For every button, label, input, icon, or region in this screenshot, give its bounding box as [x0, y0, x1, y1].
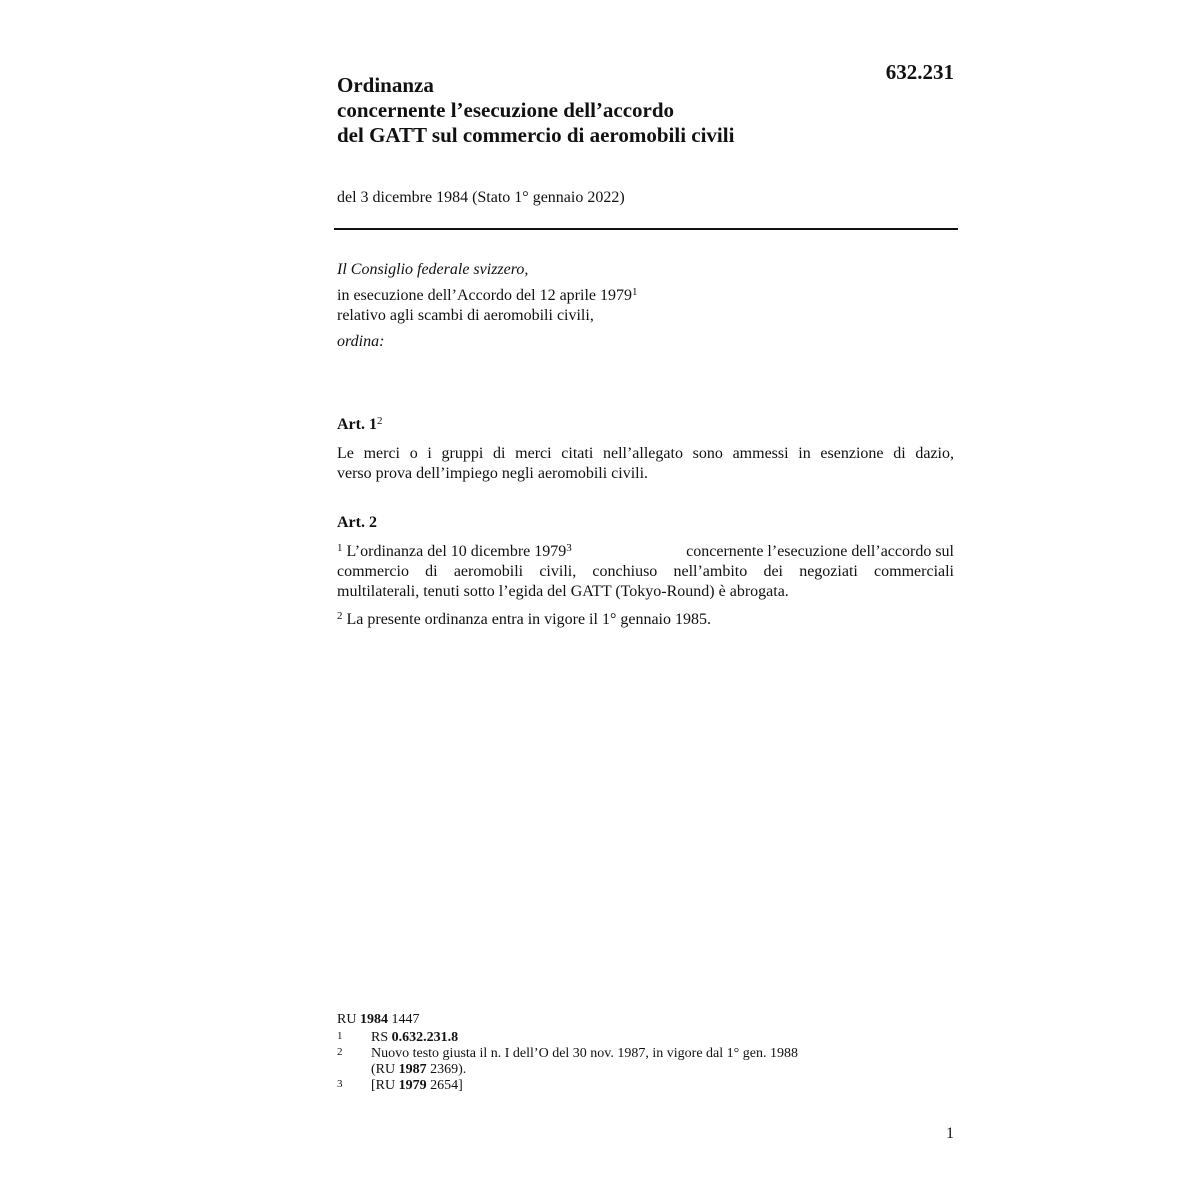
footnote-bold: 1979 [398, 1078, 427, 1093]
article-paragraph-1 [337, 542, 954, 602]
article-line-start [337, 542, 572, 562]
ru-prefix: RU [337, 1012, 357, 1027]
title-line: concernente l’esecuzione dell’accordo [337, 98, 675, 122]
article-2 [337, 513, 954, 630]
footnote-rest: 2369). [430, 1062, 467, 1077]
paragraph-number: 1 [337, 542, 343, 554]
footnote-number: 2 [337, 1046, 343, 1058]
article-line-end: concernente l’esecuzione dell’accordo sul [686, 543, 954, 560]
preamble-basis-line [337, 286, 957, 306]
article-line: verso prova dell’impiego negli aeromobili civili. [337, 465, 649, 482]
header-divider [334, 228, 958, 230]
official-compilation-ref [337, 1012, 897, 1028]
preamble-basis [337, 286, 957, 326]
paragraph-number: 2 [337, 610, 343, 622]
article-paragraph-2 [337, 610, 954, 630]
page-number: 1 [946, 1125, 954, 1142]
footnote-line: Nuovo testo giusta il n. I dell’O del 30 nov. 1987, in vigore dal 1° gen. 1988 [371, 1046, 798, 1061]
footnote-ref[interactable]: 2 [376, 415, 383, 427]
title-line: Ordinanza [337, 73, 434, 97]
article-line: commercio di aeromobili civili, conchiuso nell’ambito dei negoziati commerciali [337, 563, 954, 580]
footnote-bold: 0.632.231.8 [391, 1030, 459, 1045]
footnote [337, 1078, 897, 1094]
article-line [337, 610, 954, 630]
footnote-ref[interactable]: 1 [632, 286, 638, 298]
preamble-basis-line: relativo agli scambi di aeromobili civili, [337, 307, 594, 324]
article-line: Le merci o i gruppi di merci citati nell’allegato sono ammessi in esenzione di dazio, [337, 445, 954, 462]
footnote-line [371, 1062, 798, 1078]
footnote-text [371, 1078, 463, 1094]
footnote-bold: 1987 [398, 1062, 427, 1077]
article-1 [337, 415, 954, 484]
footnote-ref[interactable]: 3 [566, 542, 572, 554]
footnote-open: (RU [371, 1062, 396, 1077]
article-heading [337, 415, 954, 435]
sr-number: 632.231 [885, 60, 954, 84]
preamble-basis-text: in esecuzione dell’Accordo del 12 aprile 1979 [337, 287, 632, 304]
article-heading-text: Art. 1 [337, 416, 377, 433]
article-body [337, 444, 954, 484]
footnote-number: 3 [337, 1078, 343, 1090]
footnote-prefix: RS [371, 1030, 389, 1045]
footnote-text [371, 1030, 458, 1046]
preamble-closing: ordina: [337, 333, 385, 350]
footnote-text [371, 1046, 798, 1078]
title-line: del GATT sul commercio di aeromobili civili [337, 123, 735, 147]
preamble-intro: Il Consiglio federale svizzero, [337, 261, 529, 278]
document-title [337, 73, 857, 148]
date-line: del 3 dicembre 1984 (Stato 1° gennaio 2022) [337, 189, 625, 206]
article-line [337, 542, 954, 562]
ru-year: 1984 [359, 1012, 388, 1027]
footnote-open: [RU [371, 1078, 396, 1093]
article-line-text: L’ordinanza del 10 dicembre 1979 [346, 543, 567, 560]
article-line-text: La presente ordinanza entra in vigore il 1° gennaio 1985. [346, 611, 711, 628]
footnotes [337, 1012, 897, 1094]
article-line: multilaterali, tenuti sotto l’egida del GATT (Tokyo-Round) è abrogata. [337, 583, 789, 600]
footnote-number: 1 [337, 1030, 343, 1042]
ru-page: 1447 [391, 1012, 420, 1027]
footnote-rest: 2654] [430, 1078, 463, 1093]
article-heading: Art. 2 [337, 514, 377, 531]
footnote [337, 1030, 897, 1046]
footnote [337, 1046, 897, 1078]
preamble [337, 260, 957, 352]
